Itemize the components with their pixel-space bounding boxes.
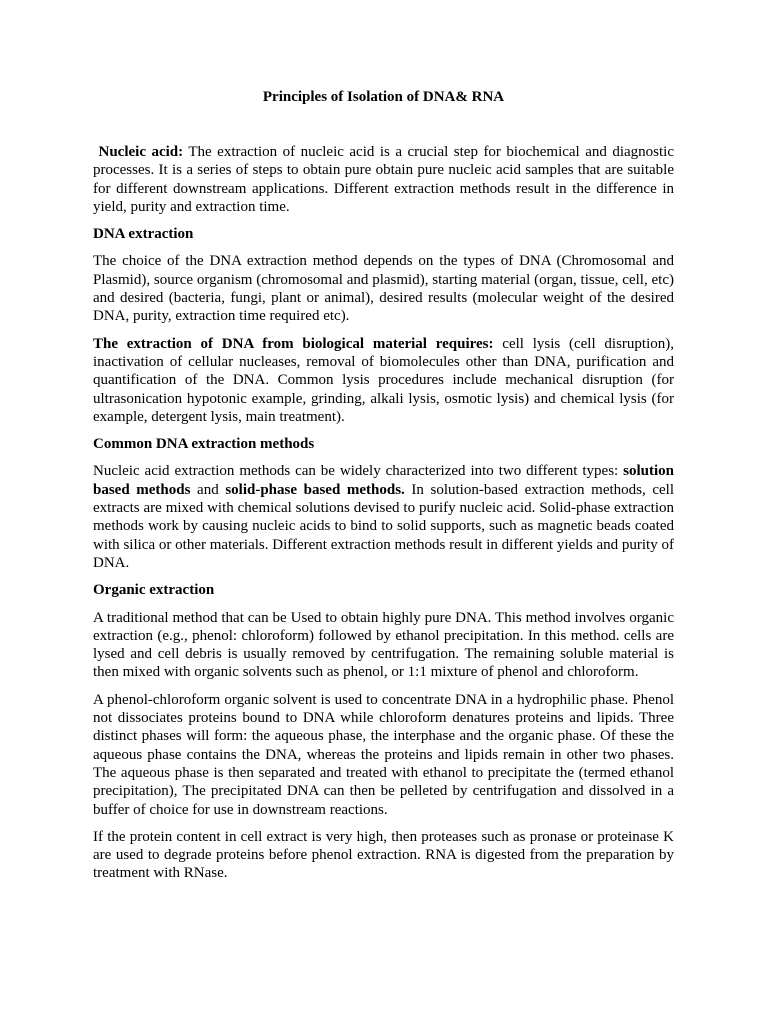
organic-paragraph-3: If the protein content in cell extract is very high, then proteases such as pronase or proteinase K are used to degrade proteins before phenol extraction. RNA is digested from the preparation by treatment with RNase. bbox=[93, 828, 674, 882]
common-methods-text-c: In solution-based extraction methods, cell extracts are mixed with chemical solutions devised to purify nucleic acid. Solid-phase extraction methods work by causing nucleic acids to bind to solid supports, such as magnetic beads coated with silica or other materials. Different extraction methods result in different yields and purity of DNA. bbox=[93, 481, 674, 571]
solution-based-term: solution based methods bbox=[93, 463, 674, 498]
intro-label: Nucleic acid: bbox=[98, 144, 184, 160]
dna-extraction-paragraph-2 bbox=[93, 335, 674, 426]
heading-common-methods: Common DNA extraction methods bbox=[93, 436, 315, 453]
dna-extraction-paragraph-1: The choice of the DNA extraction method depends on the types of DNA (Chromosomal and Plasmid), source organism (chromosomal and plasmid), starting material (organ, tissue, cell, etc) and desired (bacteria, fungi, plant or animal), desired results (molecular weight of the desired DNA, purity, extraction time required etc). bbox=[93, 253, 674, 325]
heading-dna-extraction: DNA extraction bbox=[93, 226, 194, 243]
organic-paragraph-2: A phenol-chloroform organic solvent is used to concentrate DNA in a hydrophilic phase. Phenol not dissociates proteins bound to DNA while chloroform denatures proteins and lipids. Three distinct phases will form: the aqueous phase, the interphase and the organic phase. Of these the aqueous phase contains the DNA, whereas the proteins and lipids remain in other two phases. The aqueous phase is then separated and treated with ethanol to precipitate the (termed ethanol precipitation), The precipitated DNA can then be pelleted by centrifugation and dissolved in a buffer of choice for use in downstream reactions. bbox=[93, 691, 674, 818]
common-methods-text-b: and bbox=[190, 481, 226, 498]
intro-text: The extraction of nucleic acid is a crucial step for biochemical and diagnostic processes. It is a series of steps to obtain pure obtain pure nucleic acid samples that are suitable for different downstream applications. Different extraction methods result in the difference in yield, purity and extraction time. bbox=[93, 144, 675, 215]
common-methods-paragraph bbox=[93, 462, 674, 572]
heading-organic-extraction: Organic extraction bbox=[93, 582, 215, 599]
solid-phase-term: solid-phase based methods. bbox=[225, 481, 405, 498]
organic-paragraph-1: A traditional method that can be Used to obtain highly pure DNA. This method involves organic extraction (e.g., phenol: chloroform) followed by ethanol precipitation. In this method. cells are lysed and cell debris is usually removed by centrifugation. The remaining soluble material is then mixed with organic solvents such as phenol, or 1:1 mixture of phenol and chloroform. bbox=[93, 609, 674, 681]
document-title: Principles of Isolation of DNA& RNA bbox=[262, 89, 505, 105]
requirements-label: The extraction of DNA from biological material requires: bbox=[93, 335, 494, 352]
common-methods-text-a: Nucleic acid extraction methods can be widely characterized into two different types: bbox=[93, 463, 624, 480]
requirements-text: cell lysis (cell disruption), inactivation of cellular nucleases, removal of biomolecules other than DNA, purification and quantification of the DNA. Common lysis procedures include mechanical disruption (for ultrasonication hypotonic example, grinding, alkali lysis, osmotic lysis) and chemical lysis (for example, detergent lysis, main treatment). bbox=[93, 335, 674, 425]
intro-paragraph bbox=[93, 143, 674, 216]
